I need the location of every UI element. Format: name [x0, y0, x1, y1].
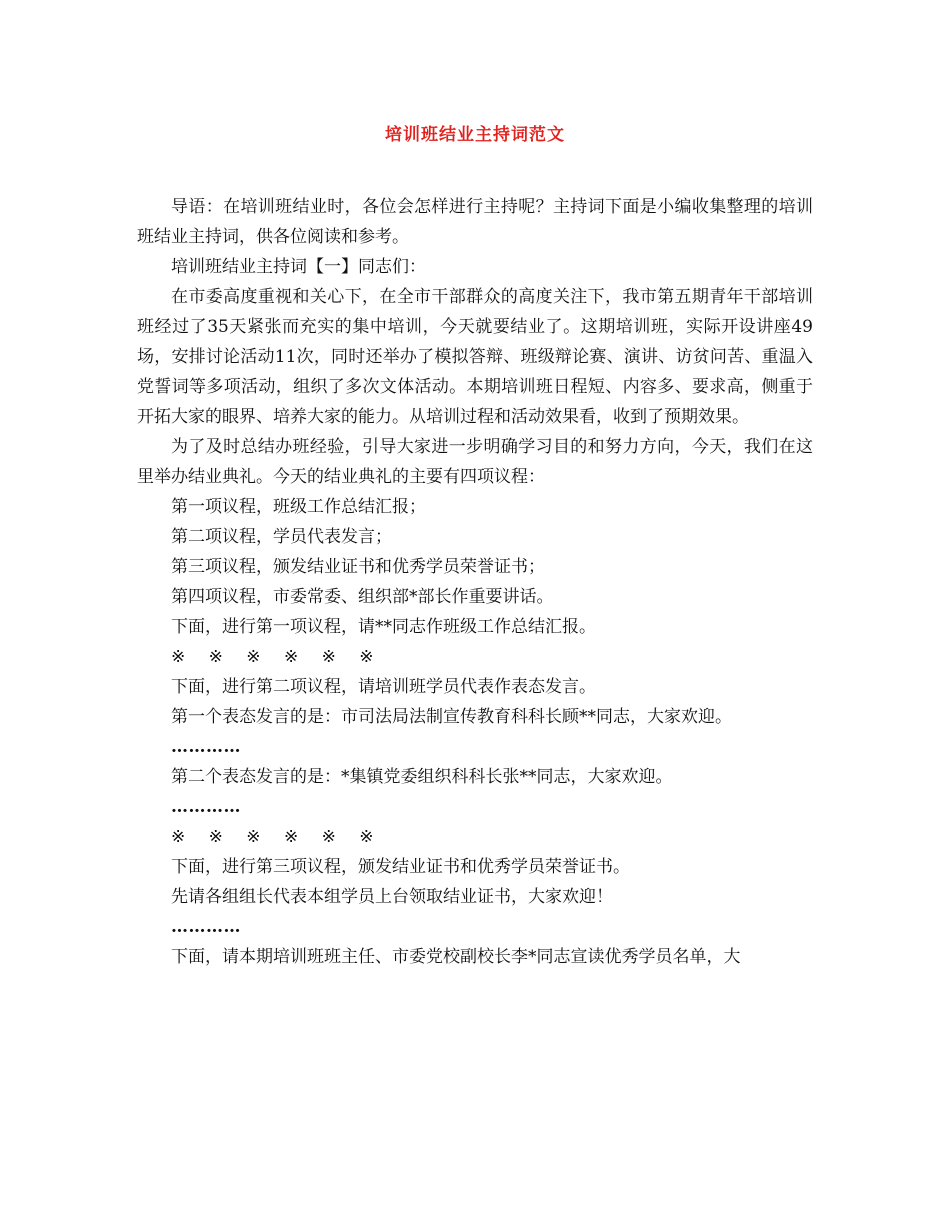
separator-marks: ※ ※ ※ ※ ※ ※	[171, 827, 383, 847]
agenda-line: 第二项议程，学员代表发言；	[171, 527, 392, 547]
final-paragraph: 下面，请本期培训班班主任、市委党校副校长李*同志宣读优秀学员名单，大	[171, 947, 741, 967]
body-paragraph: 在市委高度重视和关心下，在全市干部群众的高度关注下，我市第五期青年干部培训班经过了35天紧张而充实的集中培训，今天就要结业了。这期培训班，实际开设讲座49场，安排讨论活动11次，同时还举办了模拟答辩、班级辩论赛、演讲、访贫问苦、重温入党誓词等多项活动，组织了多次文体活动。本期培训班日程短、内容多、要求高，侧重于开拓大家的眼界、培养大家的能力。从培训过程和活动效果看，收到了预期效果。	[137, 287, 813, 427]
ellipsis: …………	[171, 737, 241, 757]
certificate-line: 先请各组组长代表本组学员上台领取结业证书，大家欢迎！	[171, 887, 613, 907]
agenda-line: 第一项议程，班级工作总结汇报；	[171, 497, 426, 517]
document-body	[137, 192, 813, 972]
certificate-line: 下面，进行第三项议程，颁发结业证书和优秀学员荣誉证书。	[171, 857, 630, 877]
speech-heading: 培训班结业主持词【一】同志们：	[171, 257, 426, 277]
agenda-line: 第四项议程，市委常委、组织部*部长作重要讲话。	[171, 587, 554, 607]
agenda-line: 下面，进行第一项议程，请**同志作班级工作总结汇报。	[171, 617, 596, 637]
body-paragraph: 为了及时总结办班经验，引导大家进一步明确学习目的和努力方向，今天，我们在这里举办结业典礼。今天的结业典礼的主要有四项议程：	[137, 437, 813, 487]
ellipsis: …………	[171, 917, 241, 937]
intro-paragraph: 导语：在培训班结业时，各位会怎样进行主持呢？主持词下面是小编收集整理的培训班结业主持词，供各位阅读和参考。	[137, 197, 813, 247]
separator-marks: ※ ※ ※ ※ ※ ※	[171, 647, 383, 667]
speech-line: 下面，进行第二项议程，请培训班学员代表作表态发言。	[171, 677, 596, 697]
document-title: 培训班结业主持词范文	[385, 125, 565, 145]
speech-line: 第二个表态发言的是：*集镇党委组织科科长张**同志，大家欢迎。	[171, 767, 673, 787]
speech-line: 第一个表态发言的是：市司法局法制宣传教育科科长顾**同志，大家欢迎。	[171, 707, 732, 727]
ellipsis: …………	[171, 797, 241, 817]
agenda-line: 第三项议程，颁发结业证书和优秀学员荣誉证书；	[171, 557, 545, 577]
